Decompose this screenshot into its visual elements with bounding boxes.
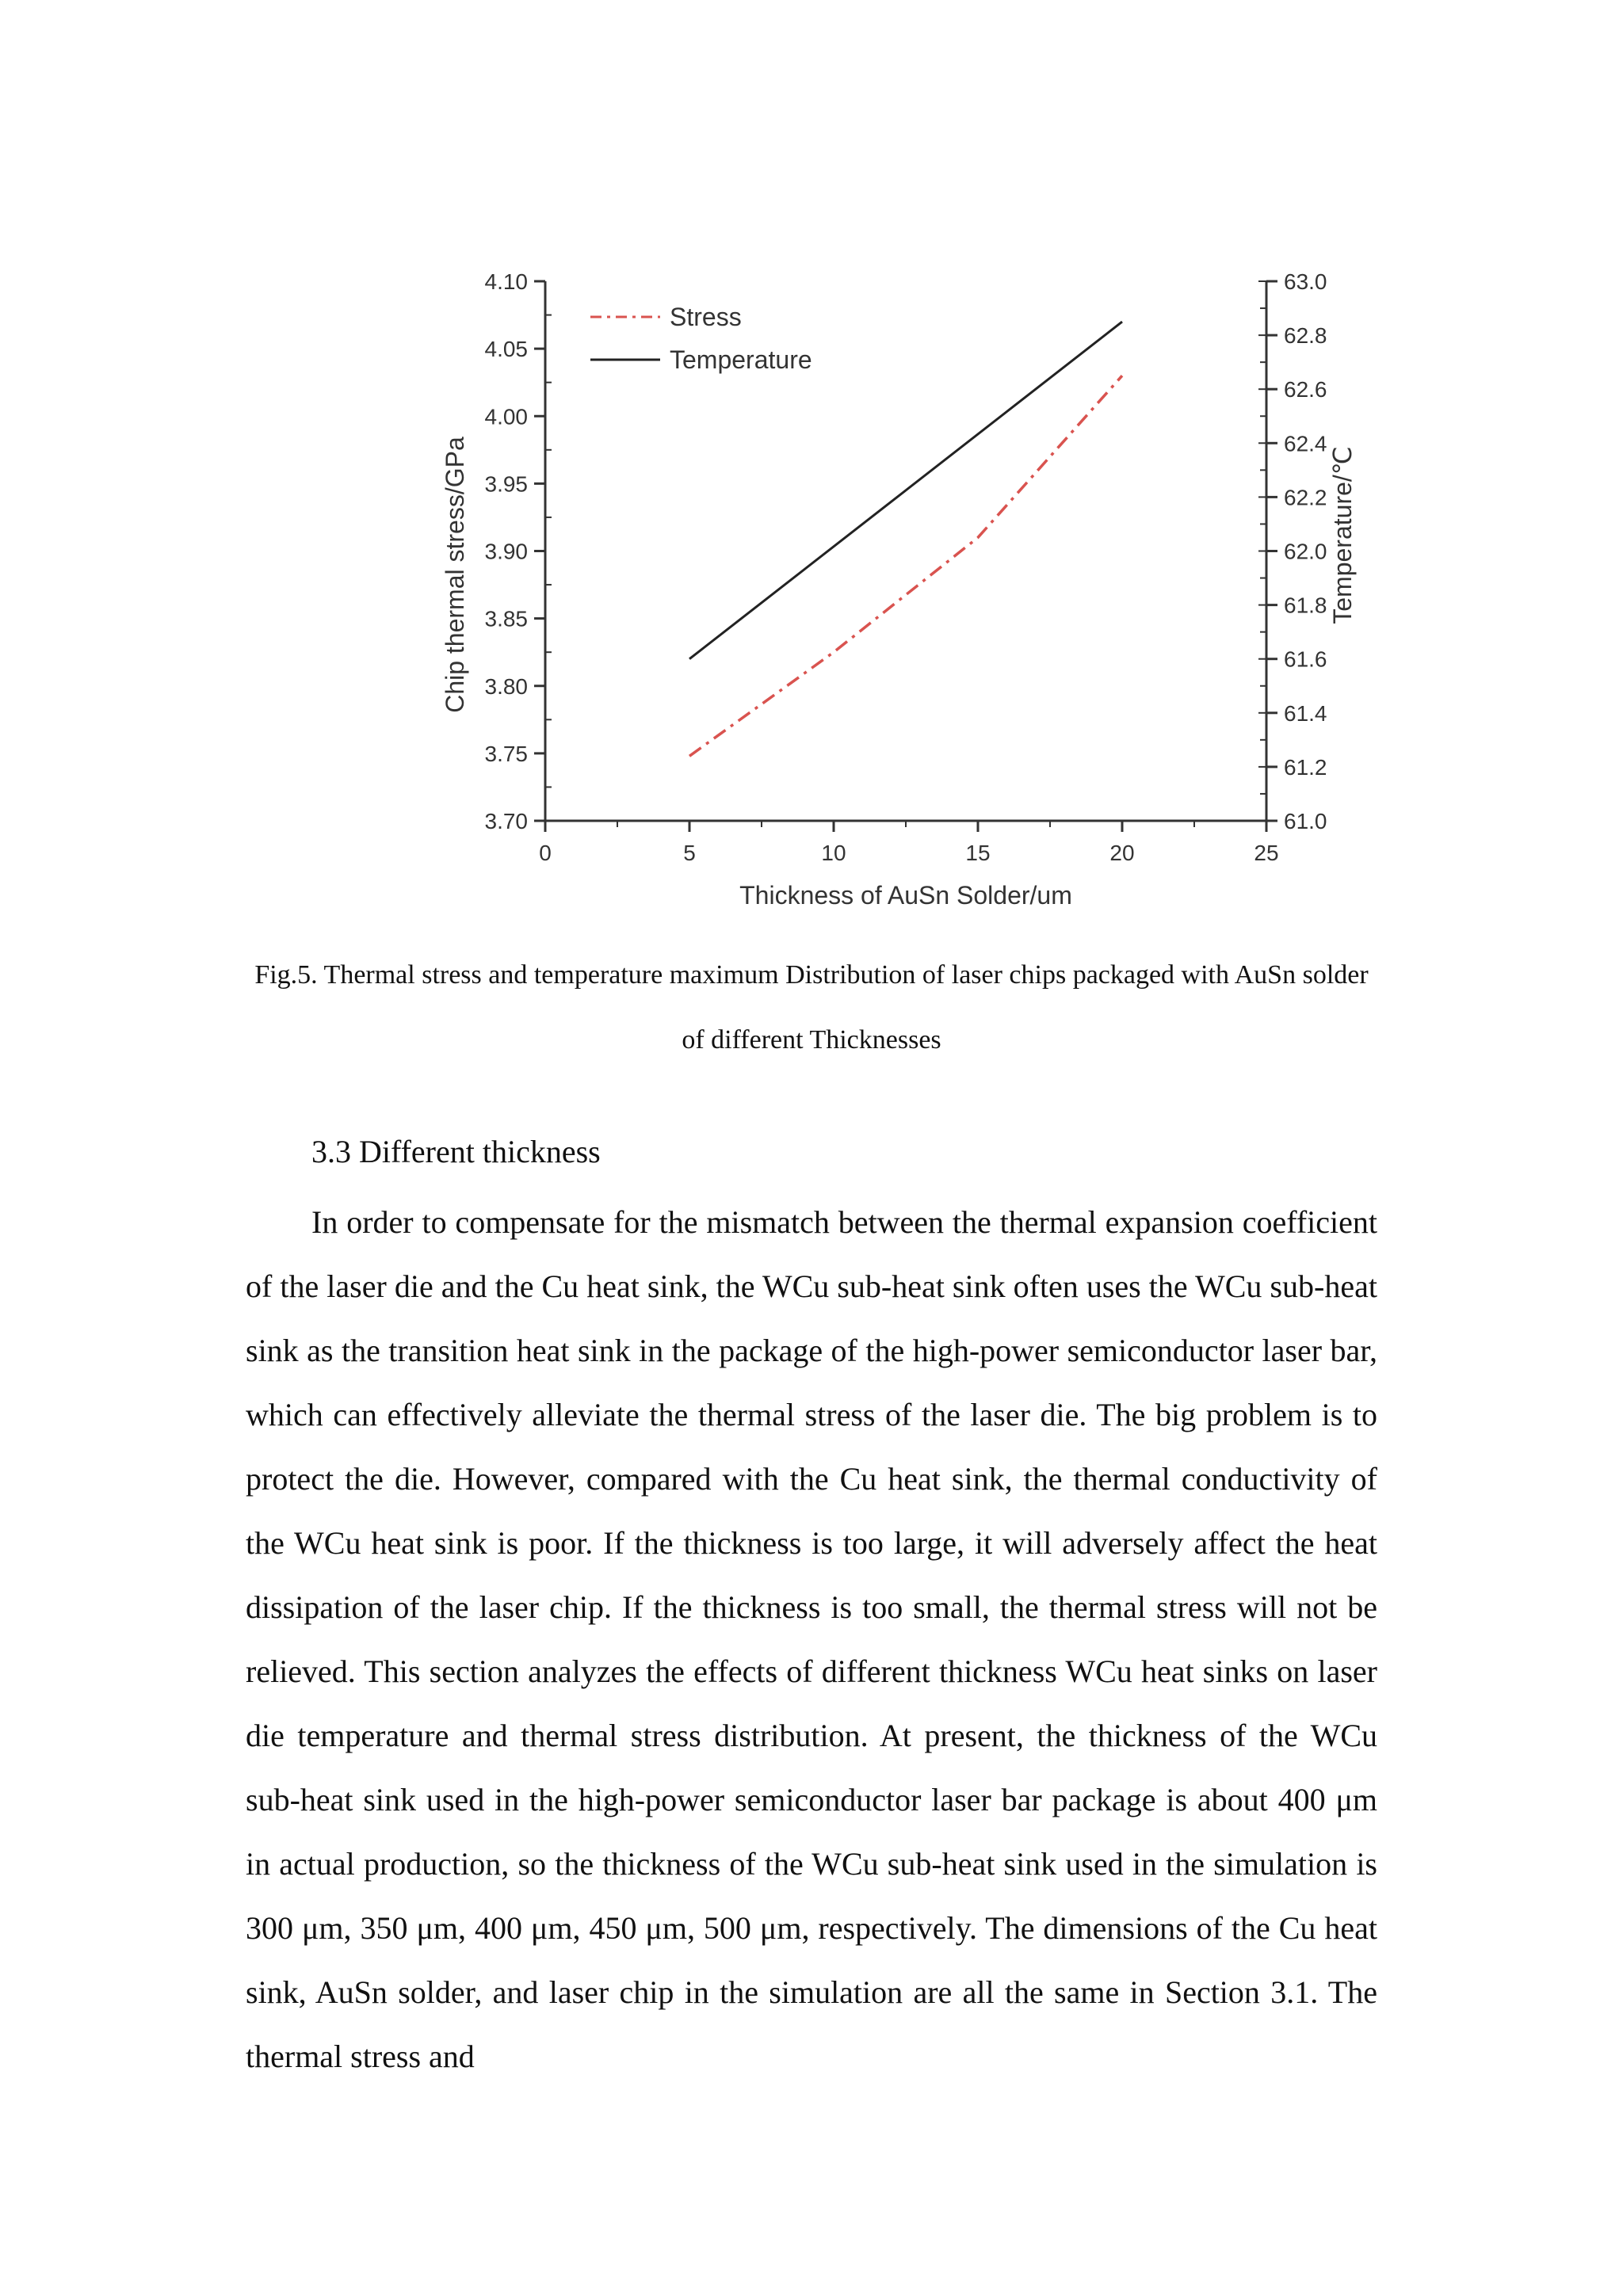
- right-y-tick-label: 61.6: [1284, 646, 1327, 672]
- section-body: In order to compensate for the mismatch between the thermal expansion coefficient of the laser die and the Cu heat sink, the WCu sub-heat sink often uses the WCu sub-heat sink as the transition heat sink in the package of the high-power semiconductor laser bar, which can effectively alleviate the thermal stress of the laser die. The big problem is to protect the die. However, compared with the Cu heat sink, the thermal conductivity of the WCu heat sink is poor. If the thickness is too large, it will adversely affect the heat dissipation of the laser chip. If the thickness is too small, the thermal stress will not be relieved. This section analyzes the effects of different thickness WCu heat sinks on laser die temperature and thermal stress distribution. At present, the thickness of the WCu sub-heat sink used in the high-power semiconductor laser bar package is about 400 μm in actual production, so the thickness of the WCu sub-heat sink used in the simulation is 300 μm, 350 μm, 400 μm, 450 μm, 500 μm, respectively. The dimensions of the Cu heat sink, AuSn solder, and laser chip in the simulation are all the same in Section 3.1. The thermal stress and: [246, 1204, 1377, 2074]
- right-y-tick-label: 61.2: [1284, 754, 1327, 780]
- right-y-tick-label: 62.2: [1284, 485, 1327, 510]
- legend-label-temperature: Temperature: [670, 345, 812, 374]
- left-y-tick-label: 4.05: [484, 337, 528, 362]
- left-y-axis-label: Chip thermal stress/GPa: [441, 437, 469, 713]
- chart-legend: [590, 303, 812, 374]
- thermal-stress-temperature-chart: [0, 0, 1623, 935]
- right-y-tick-label: 62.4: [1284, 431, 1327, 456]
- x-tick-label: 0: [539, 841, 552, 865]
- series-line-stress: [689, 376, 1122, 756]
- x-tick-label: 20: [1109, 841, 1135, 865]
- right-y-tick-label: 62.8: [1284, 323, 1327, 349]
- chart-axes: [545, 281, 1266, 821]
- left-y-tick-label: 4.10: [484, 269, 528, 294]
- x-tick-label: 10: [821, 841, 846, 865]
- x-tick-label: 25: [1254, 841, 1279, 865]
- right-y-tick-label: 63.0: [1284, 269, 1327, 294]
- figure-caption: Fig.5. Thermal stress and temperature maximum Distribution of laser chips packaged with AuSn solder of different Thicknesses: [254, 960, 1369, 1055]
- right-y-tick-label: 62.0: [1284, 539, 1327, 564]
- left-y-tick-label: 4.00: [484, 404, 528, 429]
- x-axis-label: Thickness of AuSn Solder/um: [739, 881, 1072, 910]
- x-tick-label: 15: [965, 841, 991, 865]
- right-y-axis-label: Temperature/℃: [1328, 446, 1357, 624]
- right-y-tick-label: 62.6: [1284, 377, 1327, 402]
- x-tick-label: 5: [683, 841, 696, 865]
- right-y-tick-label: 61.8: [1284, 593, 1327, 618]
- right-y-tick-label: 61.0: [1284, 809, 1327, 833]
- right-y-tick-label: 61.4: [1284, 700, 1327, 726]
- legend-label-stress: Stress: [670, 303, 742, 331]
- left-y-tick-label: 3.75: [484, 741, 528, 766]
- chart-series: [689, 322, 1122, 756]
- section-heading: 3.3 Different thickness: [311, 1134, 601, 1169]
- left-y-tick-label: 3.95: [484, 471, 528, 497]
- left-y-tick-label: 3.90: [484, 539, 528, 564]
- left-y-tick-label: 3.70: [484, 809, 528, 833]
- left-y-tick-label: 3.85: [484, 606, 528, 631]
- left-y-tick-label: 3.80: [484, 673, 528, 699]
